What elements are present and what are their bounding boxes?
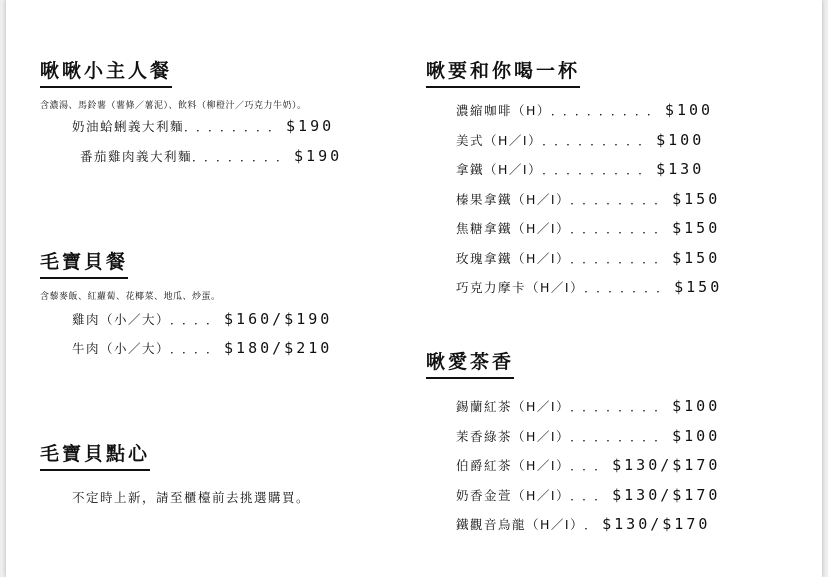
menu-page: [6, 0, 822, 577]
menu-item: [456, 515, 720, 545]
item-dots: ．．．．．．．．: [570, 222, 673, 236]
item-dots: ．．．．．．．．: [192, 150, 295, 164]
item-dots: ．: [584, 518, 603, 532]
menu-item: [456, 456, 720, 486]
item-name: 拿鐵（H／I）: [456, 162, 543, 177]
item-price: $100: [664, 101, 714, 119]
item-price: $130/$170: [612, 456, 721, 474]
section-title: 啾要和你喝一杯: [426, 56, 580, 88]
item-name: 伯爵紅茶（H／I）: [456, 458, 571, 473]
item-price: $130/$170: [602, 515, 711, 533]
item-price: $150: [672, 219, 721, 237]
item-name: 榛果拿鐵（H／I）: [456, 191, 571, 207]
item-price: $100: [672, 426, 721, 445]
item-price: $100: [656, 130, 705, 149]
menu-item: [456, 427, 720, 457]
menu-item: [456, 397, 720, 427]
menu-item: [456, 219, 722, 249]
menu-item: [456, 249, 722, 279]
section-coffee: [426, 56, 580, 88]
item-price: $190: [286, 117, 335, 135]
item-name: 巧克力摩卡（H／I）: [456, 280, 585, 295]
item-price: $160/$190: [224, 310, 333, 328]
item-dots: ．．．．．．．．．: [542, 133, 657, 148]
item-name: 雞肉（小／大）: [72, 312, 171, 327]
item-price: $190: [294, 147, 343, 165]
item-dots: ．．．．: [170, 313, 225, 327]
section-title: 啾愛茶香: [426, 347, 514, 379]
item-price: $130/$170: [612, 485, 721, 504]
item-dots: ．．．．．．．．: [570, 400, 673, 414]
section-fur-snack: [40, 439, 150, 471]
menu-item: [456, 190, 722, 220]
item-name: 錫蘭紅茶（H／I）: [456, 399, 571, 414]
menu-item: [72, 310, 332, 328]
item-name: 玫瑰拿鐵（H／I）: [456, 250, 571, 266]
section-title: 毛寶貝餐: [40, 247, 128, 279]
menu-item: [456, 131, 722, 161]
menu-item: [456, 278, 722, 308]
item-name: 番茄雞肉義大利麵: [80, 149, 193, 164]
item-name: 茉香綠茶（H／I）: [456, 428, 571, 444]
item-name: 鐵觀音烏龍（H／I）: [456, 517, 585, 532]
menu-item: [80, 147, 342, 165]
menu-item: [456, 160, 722, 190]
item-dots: ．．．．．．．．．: [550, 104, 665, 118]
item-dots: ．．．．．．．．: [570, 251, 673, 266]
section-tea: [426, 347, 514, 379]
item-dots: ．．．: [570, 459, 613, 473]
item-name: 奶油蛤蜊義大利麵: [72, 119, 185, 134]
menu-item: [72, 117, 334, 135]
item-dots: ．．．．．．．．: [570, 429, 673, 444]
section-kids-meal: [40, 56, 307, 111]
item-price: $150: [672, 189, 721, 208]
snack-note: 不定時上新，請至櫃檯前去挑選購買。: [72, 490, 311, 505]
coffee-list: [456, 101, 722, 308]
item-name: 奶香金萱（H／I）: [456, 487, 571, 503]
item-dots: ．．．．．．．．: [570, 192, 673, 207]
menu-item: [72, 339, 332, 357]
item-dots: ．．．．．．．．．: [542, 163, 657, 177]
item-name: 牛肉（小／大）: [72, 341, 171, 356]
item-price: $100: [672, 397, 721, 415]
section-title: 毛寶貝點心: [40, 439, 150, 471]
item-dots: ．．．．: [170, 342, 225, 356]
section-fur-meal: [40, 247, 221, 302]
item-price: $150: [672, 248, 721, 267]
item-name: 濃縮咖啡（H）: [456, 103, 551, 118]
item-dots: ．．．．．．．．: [184, 120, 287, 134]
item-price: $130: [656, 160, 705, 178]
item-dots: ．．．．．．．: [584, 281, 675, 295]
item-price: $180/$210: [224, 339, 333, 357]
item-price: $150: [674, 278, 723, 296]
item-name: 焦糖拿鐵（H／I）: [456, 221, 571, 236]
menu-item: [456, 486, 720, 516]
tea-list: [456, 397, 720, 545]
section-note: 含藜麥飯、紅蘿蔔、花椰菜、地瓜、炒蛋。: [40, 292, 221, 302]
item-name: 美式（H／I）: [456, 132, 543, 148]
item-dots: ．．．: [570, 488, 613, 503]
section-title: 啾啾小主人餐: [40, 56, 172, 88]
menu-item: [456, 101, 722, 131]
section-note: 含濃湯、馬鈴薯（薯條／薯泥）、飲料（柳橙汁／巧克力牛奶）。: [40, 101, 307, 111]
